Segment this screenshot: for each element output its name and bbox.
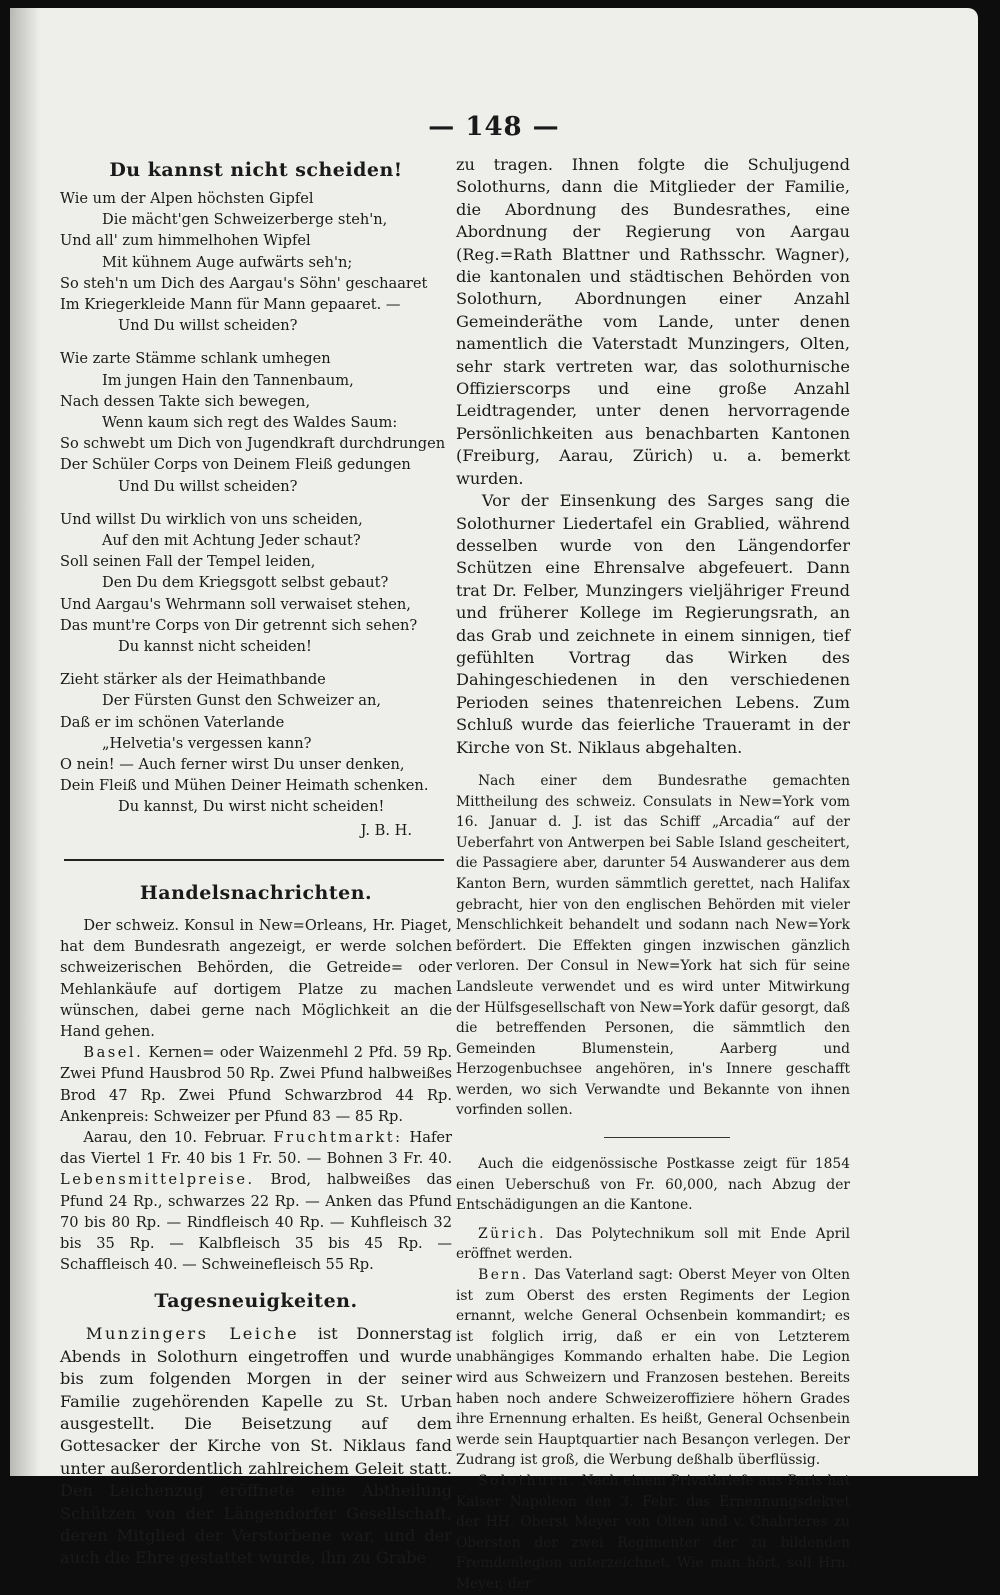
poem-line: O nein! — Auch ferner wirst Du unser denken, <box>60 756 405 774</box>
poem-stanza-1 <box>60 188 452 336</box>
poem-stanza-4 <box>60 669 452 841</box>
date-text: den 10. Februar. <box>139 1128 267 1146</box>
poem-line: Den Du dem Kriegsgott selbst gebaut? <box>102 574 389 592</box>
right-paragraph-5 <box>456 1224 850 1265</box>
poem-refrain: Und Du willst scheiden? <box>118 477 298 495</box>
poem-stanza-2 <box>60 348 452 496</box>
poem-line: Nach dessen Takte sich bewegen, <box>60 392 311 410</box>
paragraph-text: Nach einem Privatbriefe aus Paris hat Kaiser Napoleon den 3. Febr. das Ernennungsdekret der HH. Oberst Meyer von Olten und v. Chabrieres zu Obersten der zwei Regimenter der zu bildenden Fremdenlegion unterzeichnet. Wie man hört, soll Hrn. Meyer, der <box>456 1472 850 1592</box>
poem-title: Du kannst nicht scheiden! <box>109 159 403 181</box>
right-paragraph-2: Vor der Einsenkung des Sarges sang die Solothurner Liedertafel ein Grablied, während desselben wurde von den Längendorfer Schützen eine Ehrensalve abgefeuert. Dann trat Dr. Felber, Munzingers vieljähriger Freund und früherer Kollege im Regierungsrath, an das Grab und zeichnete in einem sinnigen, tief gefühlten Vortrag das Wirken des Dahingeschiedenen in den verschiedenen Perioden seines thatenreichen Lebens. Zum Schluß wurde das feierliche Traueramt in der Kirche von St. Niklaus abgehalten. <box>456 491 850 757</box>
poem-refrain: Du kannst nicht scheiden! <box>118 638 312 656</box>
paragraph-text: Hafer das Viertel 1 Fr. 40 bis 1 Fr. 50. — Bohnen 3 Fr. 40. <box>60 1128 452 1168</box>
place-lead: Aarau, <box>83 1128 133 1146</box>
poem-refrain: Und Du willst scheiden? <box>118 317 298 335</box>
right-paragraph-7 <box>456 1471 850 1595</box>
place-lead: Solothurn. <box>478 1472 577 1489</box>
paragraph-text: Das Polytechnikum soll mit Ende April eröffnet werden. <box>456 1225 851 1263</box>
poem-line: So steh'n um Dich des Aargau's Söhn' geschaaret <box>60 274 428 292</box>
place-lead: Zürich. <box>478 1225 547 1242</box>
section-divider <box>64 859 444 861</box>
tages-heading: Tagesneuigkeiten. <box>154 1290 358 1313</box>
short-divider <box>604 1137 730 1138</box>
poem-line: Die mächt'gen Schweizerberge steh'n, <box>102 211 388 229</box>
poem-line: Wie um der Alpen höchsten Gipfel <box>60 190 314 207</box>
poem-line: So schwebt um Dich von Jugendkraft durchdrungen <box>60 435 446 453</box>
paragraph-text: Brod, halbweißes das Pfund 24 Rp., schwarzes 22 Rp. — Anken das Pfund 70 bis 80 Rp. — Rindfleisch 40 Rp. — Kuhfleisch 32 bis 35 Rp. — Kalbfleisch 35 bis 45 Rp. — Schaffleisch 40. — Schweinefleisch 55 Rp. <box>60 1171 453 1274</box>
newspaper-page <box>10 8 978 1592</box>
poem-line: Im Kriegerkleide Mann für Mann gepaaret. — <box>60 296 401 314</box>
poem-line: Soll seinen Fall der Tempel leiden, <box>60 553 316 571</box>
poem-line: Im jungen Hain den Tannenbaum, <box>102 371 354 389</box>
poem-line: Und willst Du wirklich von uns scheiden, <box>60 510 363 528</box>
poem-line: Der Schüler Corps von Deinem Fleiß gedungen <box>60 456 411 474</box>
prices-lead: Lebensmittelpreise. <box>60 1171 255 1189</box>
spacer <box>456 759 850 771</box>
poem-line: Wie zarte Stämme schlank umhegen <box>60 350 331 368</box>
handel-paragraph-2 <box>60 1042 452 1127</box>
paragraph-text: Das Vaterland sagt: Oberst Meyer von Olten ist zum Oberst des ersten Regiments der Legion ernannt, welche General Ochsenbein kommandirt; es ist folglich irrig, daß er ein von Letzterem unabhängiges Kommando erhalten habe. Die Legion wird aus Schweizern und Franzosen bestehen. Bereits haben noch andere Schweizeroffiziere höhern Grades ihre Ernennung erhalten. Es heißt, General Ochsenbein werde sein Hauptquartier nach Besançon verlegen. Der Zudrang ist groß, die Werbung deßhalb überflüssig. <box>456 1267 850 1469</box>
right-paragraph-4: Auch die eidgenössische Postkasse zeigt für 1854 einen Ueberschuß von Fr. 60,000, nach Abzug der Entschädigungen an die Kantone. <box>456 1156 850 1214</box>
handel-paragraph-1: Der schweiz. Konsul in New=Orleans, Hr. Piaget, hat dem Bundesrath angezeigt, er werde solchen schweizerischen Behörden, die Getreide= oder Mehlankäufe auf dortigem Platze zu machen wünschen, dabei gerne nach Möglichkeit an die Hand gehen. <box>60 916 452 1040</box>
poem-line: Dein Fleiß und Mühen Deiner Heimath schenken. <box>60 777 429 795</box>
paragraph-text: ist Donnerstag Abends in Solothurn eingetroffen und wurde bis zum folgenden Morgen in der seiner Familie zugehörenden Kapelle zu St. Urban ausgestellt. Die Beisetzung auf dem Gottesacker der Kirche von St. Niklaus fand unter außerordentlich zahlreichem Geleit statt. Den Leichenzug eröffnete eine Abtheilung Schützen von der Längendorfer Gesellschaft, deren Mitglied der Verstorbene war, und der auch die Ehre gestattet wurde, ihn zu Grabe <box>60 1324 452 1568</box>
poem-line: Wenn kaum sich regt des Waldes Saum: <box>102 414 398 432</box>
tages-lead: Munzingers Leiche <box>85 1324 300 1344</box>
page-number: — 148 — <box>428 112 560 142</box>
right-paragraph-6 <box>456 1265 850 1471</box>
spacer <box>456 1216 850 1224</box>
poem-line: Daß er im schönen Vaterlande <box>60 713 285 731</box>
place-lead: Basel. <box>83 1044 144 1062</box>
poem-line: Auf den mit Achtung Jeder schaut? <box>102 532 361 550</box>
place-lead: Bern. <box>478 1267 529 1284</box>
poem-line: Und all' zum himmelhohen Wipfel <box>60 232 311 250</box>
poem-refrain: Du kannst, Du wirst nicht scheiden! <box>118 798 385 816</box>
handel-heading: Handelsnachrichten. <box>139 881 373 904</box>
spine-shadow <box>10 8 40 1476</box>
left-column <box>60 154 452 1570</box>
paragraph-text: Kernen= oder Waizenmehl 2 Pfd. 59 Rp. Zwei Pfund Hausbrod 50 Rp. Zwei Pfund halbweißes Brod 47 Rp. Zwei Pfund Schwarzbrod 44 Rp. Ankenpreis: Schweizer per Pfund 83 — 85 Rp. <box>60 1044 452 1125</box>
handel-paragraph-3 <box>60 1127 452 1275</box>
market-lead: Fruchtmarkt: <box>273 1128 403 1146</box>
poem-line: „Helvetia's vergessen kann? <box>102 734 312 752</box>
right-paragraph-3: Nach einer dem Bundesrathe gemachten Mittheilung des schweiz. Consulats in New=York vom 16. Januar d. J. ist das Schiff „Arcadia“ auf der Ueberfahrt von Antwerpen bei Sable Island gescheitert, die Passagiere aber, darunter 54 Auswanderer aus dem Kanton Bern, wurden sämmtlich gerettet, nach Halifax gebracht, hier von den englischen Behörden mit vieler Menschlichkeit behandelt und sodann nach New=York befördert. Die Effekten gingen inzwischen gänzlich verloren. Der Consul in New=York hat sich für seine Landsleute verwendet und es wird unter Mitwirkung der Hülfsgesellschaft von New=York dafür gesorgt, daß die betreffenden Personen, die sämmtlich den Gemeinden Blumenstein, Aarberg und Herzogenbuchsee angehören, in's Innere geschafft werden, wo sich Verwandte und Bekannte von ihnen vorfinden sollen. <box>456 772 850 1119</box>
right-paragraph-1: zu tragen. Ihnen folgte die Schuljugend Solothurns, dann die Mitglieder der Familie, die Abordnung des Bundesrathes, eine Abordnung der Regierung von Aargau (Reg.=Rath Blattner und Rathsschr. Wagner), die kantonalen und städtischen Behörden von Solothurn, Abordnungen einer Anzahl Gemeinderäthe vom Lande, unter denen namentlich die Vaterstadt Munzingers, Olten, sehr stark vertreten war, das solothurnische Offizierscorps und eine große Anzahl Leidtragender, unter denen hervorragende Persönlichkeiten aus benachbarten Kantonen (Freiburg, Aarau, Zürich) u. a. bemerkt wurden. <box>456 155 850 488</box>
poem-line: Und Aargau's Wehrmann soll verwaiset stehen, <box>60 595 411 613</box>
right-column <box>456 154 850 1595</box>
tages-paragraph-1 <box>60 1323 452 1569</box>
poem-line: Der Fürsten Gunst den Schweizer an, <box>102 692 381 710</box>
poem-line: Das munt're Corps von Dir getrennt sich sehen? <box>60 616 418 634</box>
poem-stanza-3 <box>60 509 452 657</box>
poem-line: Mit kühnem Auge aufwärts seh'n; <box>102 253 353 271</box>
poem-line: Zieht stärker als der Heimathbande <box>60 671 326 689</box>
poem-signature: J. B. H. <box>360 821 412 839</box>
